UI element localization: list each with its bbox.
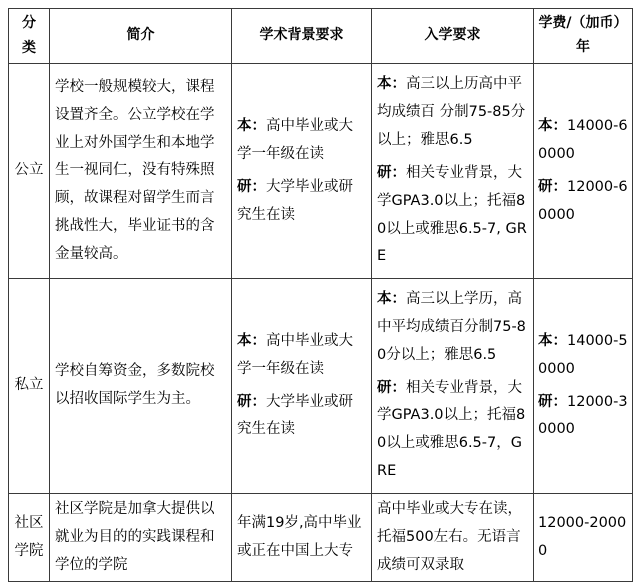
header-row (9, 9, 633, 64)
header-cell-admission (372, 9, 534, 64)
tuition-bachelor (538, 113, 628, 169)
bachelor-text: 高中毕业或大学一年级在读 (237, 118, 353, 162)
header-admission-label: 入学要求 (424, 27, 481, 44)
admission-bachelor (377, 286, 528, 369)
bachelor-text: 高三以上学历，高中平均成绩百分制75-80分以上；雅思6.5 (377, 291, 526, 363)
cell-intro: 学校自筹资金，多数院校以招收国际学生为主。 (50, 279, 232, 494)
bachelor-label: 本： (237, 118, 266, 135)
master-label: 研： (538, 393, 567, 410)
master-amount: 12000-30000 (538, 393, 628, 438)
admission-bachelor (377, 71, 528, 154)
academic-master (237, 389, 366, 445)
header-tuition-label: 学费/（加币）年 (538, 15, 628, 56)
academic-bachelor (237, 113, 366, 169)
cell-tuition (534, 279, 633, 494)
bachelor-label: 本： (377, 291, 406, 308)
master-amount: 12000-60000 (538, 178, 628, 223)
cell-academic (232, 64, 372, 279)
cell-intro: 学校一般规模较大，课程设置齐全。公立学校在学业上对外国学生和本地学生一视同仁，没有特殊照顾，故课程对留学生而言挑战性大，毕业证书的含金量较高。 (50, 64, 232, 279)
header-cell-intro (50, 9, 232, 64)
cell-admission: 高中毕业或大专在读，托福500左右。无语言成绩可双录取 (372, 493, 534, 581)
cell-category: 公立 (9, 64, 50, 279)
academic-bachelor (237, 328, 366, 384)
header-academic-label: 学术背景要求 (259, 27, 344, 44)
master-text: 相关专业背景，大学GPA3.0以上；托福80以上或雅思6.5-7，GRE (377, 379, 526, 480)
tuition-bachelor (538, 328, 628, 384)
cell-tuition (534, 64, 633, 279)
bachelor-amount: 14000-50000 (538, 332, 628, 377)
bachelor-label: 本： (237, 332, 266, 349)
bachelor-text: 高中毕业或大学一年级在读 (237, 332, 353, 377)
cell-academic: 年满19岁,高中毕业或正在中国上大专 (232, 493, 372, 581)
bachelor-label: 本： (538, 332, 567, 349)
master-text: 相关专业背景，大学GPA3.0以上；托福80以上或雅思6.5-7, GRE (377, 164, 527, 265)
master-label: 研： (538, 178, 567, 195)
header-cell-category (9, 9, 50, 64)
cell-category: 私立 (9, 279, 50, 494)
master-text: 大学毕业或研究生在读 (237, 178, 353, 223)
cell-admission (372, 279, 534, 494)
bachelor-label: 本： (377, 76, 406, 93)
header-cell-academic (232, 9, 372, 64)
bachelor-label: 本： (538, 118, 567, 135)
header-intro-label: 简介 (126, 27, 155, 44)
bachelor-amount: 14000-60000 (538, 118, 628, 162)
bachelor-text: 高三以上历高中平均成绩百 分制75-85分以上；雅思6.5 (377, 76, 526, 149)
master-label: 研： (377, 164, 406, 181)
academic-master (237, 174, 366, 230)
master-text: 大学毕业或研究生在读 (237, 393, 353, 438)
master-label: 研： (237, 178, 266, 195)
cell-category: 社区学院 (9, 493, 50, 581)
cell-academic (232, 279, 372, 494)
header-cell-tuition (534, 9, 633, 64)
cell-admission (372, 64, 534, 279)
admission-master (377, 160, 528, 271)
master-label: 研： (377, 379, 406, 396)
header-category-label: 分类 (21, 15, 36, 57)
table-row-public (9, 64, 633, 279)
table-row-private (9, 279, 633, 494)
master-label: 研： (237, 393, 266, 410)
cell-tuition: 12000-20000 (534, 493, 633, 581)
tuition-master (538, 174, 628, 230)
cell-intro: 社区学院是加拿大提供以就业为目的的实践课程和学位的学院 (50, 493, 232, 581)
table-row-community-college (9, 493, 633, 581)
tuition-master (538, 389, 628, 445)
admission-master (377, 375, 528, 486)
canada-school-types-table (8, 8, 633, 582)
